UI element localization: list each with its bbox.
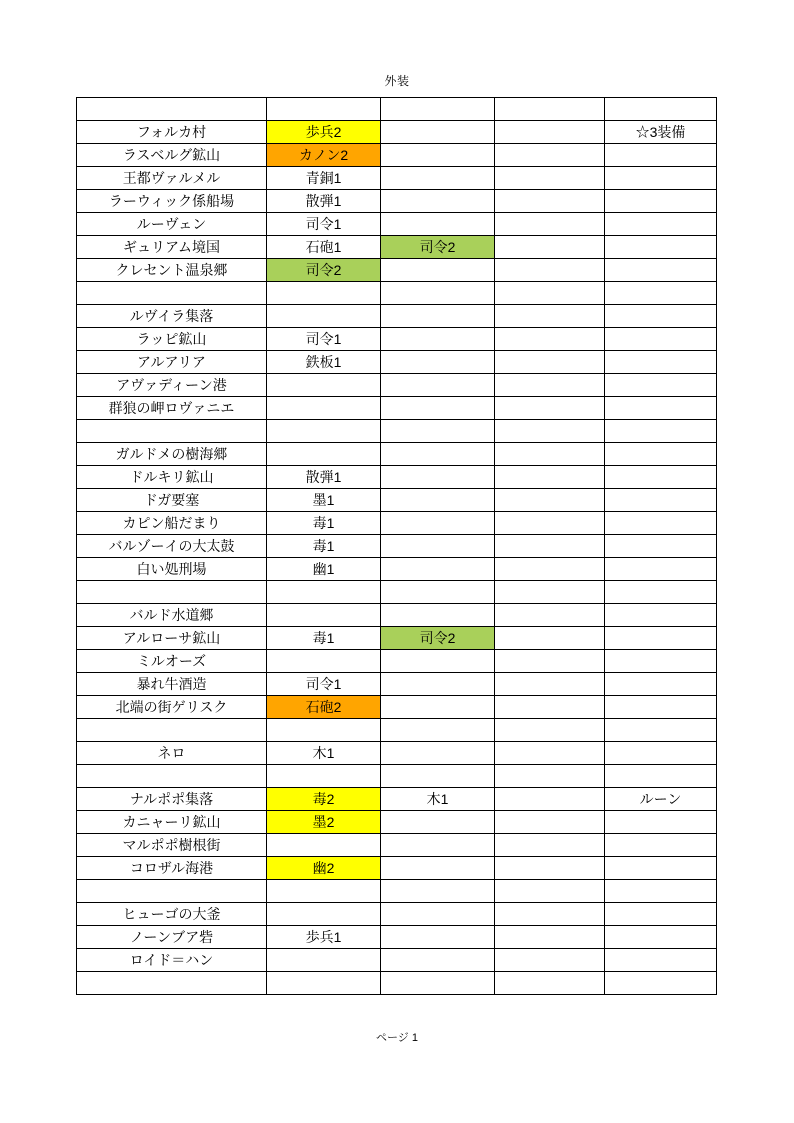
table-cell[interactable]: 司令1 bbox=[267, 328, 381, 351]
table-cell[interactable] bbox=[267, 972, 381, 995]
table-cell[interactable] bbox=[605, 949, 717, 972]
table-cell[interactable]: ラーウィック係船場 bbox=[77, 190, 267, 213]
table-cell[interactable]: 毒2 bbox=[267, 788, 381, 811]
table-cell[interactable]: 木1 bbox=[267, 742, 381, 765]
table-row bbox=[77, 673, 717, 696]
table-cell[interactable]: 石砲2 bbox=[267, 696, 381, 719]
table-cell[interactable] bbox=[381, 489, 495, 512]
table-cell[interactable]: ロイド＝ハン bbox=[77, 949, 267, 972]
table-cell[interactable] bbox=[495, 788, 605, 811]
table-cell[interactable] bbox=[381, 443, 495, 466]
table-row bbox=[77, 926, 717, 949]
table-cell[interactable] bbox=[605, 282, 717, 305]
table-cell[interactable]: ラスベルグ鉱山 bbox=[77, 144, 267, 167]
table-row bbox=[77, 811, 717, 834]
table-cell[interactable] bbox=[267, 581, 381, 604]
table-cell[interactable]: ルーン bbox=[605, 788, 717, 811]
table-row bbox=[77, 903, 717, 926]
table-cell[interactable] bbox=[267, 397, 381, 420]
table-cell[interactable] bbox=[381, 604, 495, 627]
table-cell[interactable]: 歩兵1 bbox=[267, 926, 381, 949]
table-row bbox=[77, 443, 717, 466]
table-cell[interactable]: 幽1 bbox=[267, 558, 381, 581]
table-cell[interactable] bbox=[605, 811, 717, 834]
table-cell[interactable] bbox=[381, 328, 495, 351]
table-row bbox=[77, 213, 717, 236]
table-cell[interactable] bbox=[495, 650, 605, 673]
table-row bbox=[77, 420, 717, 443]
table-cell[interactable] bbox=[381, 190, 495, 213]
table-row bbox=[77, 880, 717, 903]
table-cell[interactable] bbox=[495, 328, 605, 351]
table-cell[interactable] bbox=[381, 834, 495, 857]
table-cell[interactable] bbox=[495, 857, 605, 880]
table-cell[interactable] bbox=[605, 236, 717, 259]
table-cell[interactable]: ドルキリ鉱山 bbox=[77, 466, 267, 489]
table-row bbox=[77, 765, 717, 788]
table-row bbox=[77, 650, 717, 673]
table-cell[interactable]: ルーヴェン bbox=[77, 213, 267, 236]
table-cell[interactable] bbox=[267, 420, 381, 443]
table-cell[interactable] bbox=[495, 144, 605, 167]
table-cell[interactable] bbox=[381, 811, 495, 834]
table-cell[interactable]: 北端の街ゲリスク bbox=[77, 696, 267, 719]
table-cell[interactable] bbox=[605, 926, 717, 949]
table-cell[interactable] bbox=[381, 696, 495, 719]
table-cell[interactable] bbox=[495, 535, 605, 558]
table-cell[interactable] bbox=[381, 98, 495, 121]
table-cell[interactable]: 幽2 bbox=[267, 857, 381, 880]
table-cell[interactable] bbox=[381, 305, 495, 328]
table-cell[interactable]: アヴァディーン港 bbox=[77, 374, 267, 397]
table-cell[interactable]: ミルオーズ bbox=[77, 650, 267, 673]
table-cell[interactable] bbox=[605, 98, 717, 121]
table-cell[interactable] bbox=[495, 811, 605, 834]
table-cell[interactable] bbox=[495, 949, 605, 972]
table-cell[interactable]: 墨2 bbox=[267, 811, 381, 834]
table-cell[interactable] bbox=[495, 443, 605, 466]
table-cell[interactable] bbox=[605, 719, 717, 742]
table-cell[interactable] bbox=[495, 604, 605, 627]
table-cell[interactable] bbox=[605, 190, 717, 213]
table-cell[interactable] bbox=[605, 167, 717, 190]
table-cell[interactable] bbox=[605, 512, 717, 535]
table-cell[interactable] bbox=[495, 834, 605, 857]
table-cell[interactable] bbox=[495, 627, 605, 650]
table-cell[interactable] bbox=[495, 305, 605, 328]
table-cell[interactable] bbox=[495, 351, 605, 374]
table-row bbox=[77, 121, 717, 144]
table-row bbox=[77, 305, 717, 328]
table-cell[interactable] bbox=[605, 466, 717, 489]
table-cell[interactable] bbox=[267, 305, 381, 328]
table-cell[interactable] bbox=[495, 742, 605, 765]
table-row bbox=[77, 742, 717, 765]
table-cell[interactable] bbox=[77, 765, 267, 788]
table-cell[interactable]: クレセント温泉郷 bbox=[77, 259, 267, 282]
table-row bbox=[77, 788, 717, 811]
table-cell[interactable] bbox=[77, 98, 267, 121]
table-cell[interactable]: 司令2 bbox=[267, 259, 381, 282]
table-body bbox=[77, 98, 717, 995]
table-cell[interactable] bbox=[381, 282, 495, 305]
table-cell[interactable]: アルアリア bbox=[77, 351, 267, 374]
table-cell[interactable] bbox=[495, 259, 605, 282]
table-cell[interactable]: フォルカ村 bbox=[77, 121, 267, 144]
table-cell[interactable] bbox=[605, 328, 717, 351]
table-row bbox=[77, 282, 717, 305]
table-cell[interactable]: バルド水道郷 bbox=[77, 604, 267, 627]
table-cell[interactable]: 鉄板1 bbox=[267, 351, 381, 374]
table-cell[interactable] bbox=[381, 880, 495, 903]
table-row bbox=[77, 328, 717, 351]
table-cell[interactable] bbox=[605, 420, 717, 443]
table-cell[interactable]: 司令2 bbox=[381, 627, 495, 650]
table-cell[interactable] bbox=[381, 374, 495, 397]
table-row bbox=[77, 466, 717, 489]
table-cell[interactable] bbox=[267, 834, 381, 857]
table-cell[interactable] bbox=[605, 604, 717, 627]
table-cell[interactable] bbox=[495, 420, 605, 443]
table-cell[interactable] bbox=[381, 512, 495, 535]
table-cell[interactable] bbox=[605, 696, 717, 719]
table-cell[interactable] bbox=[605, 144, 717, 167]
table-row bbox=[77, 535, 717, 558]
table-cell[interactable]: 散弾1 bbox=[267, 190, 381, 213]
table-cell[interactable] bbox=[605, 305, 717, 328]
table-cell[interactable]: カピン船だまり bbox=[77, 512, 267, 535]
table-row bbox=[77, 144, 717, 167]
table-cell[interactable] bbox=[605, 650, 717, 673]
table-row bbox=[77, 512, 717, 535]
table-cell[interactable] bbox=[605, 351, 717, 374]
table-cell[interactable]: ラッピ鉱山 bbox=[77, 328, 267, 351]
table-cell[interactable] bbox=[605, 972, 717, 995]
table-cell[interactable] bbox=[605, 765, 717, 788]
table-row bbox=[77, 949, 717, 972]
table-cell[interactable] bbox=[381, 466, 495, 489]
table-cell[interactable]: カニャーリ鉱山 bbox=[77, 811, 267, 834]
table-cell[interactable] bbox=[605, 834, 717, 857]
table-cell[interactable] bbox=[605, 627, 717, 650]
table-cell[interactable] bbox=[267, 903, 381, 926]
table-cell[interactable]: カノン2 bbox=[267, 144, 381, 167]
table-cell[interactable] bbox=[267, 719, 381, 742]
table-cell[interactable]: 毒1 bbox=[267, 512, 381, 535]
table-cell[interactable] bbox=[495, 581, 605, 604]
table-row bbox=[77, 98, 717, 121]
table-cell[interactable] bbox=[495, 213, 605, 236]
table-cell[interactable] bbox=[605, 581, 717, 604]
table-cell[interactable]: 司令2 bbox=[381, 236, 495, 259]
table-cell[interactable]: 墨1 bbox=[267, 489, 381, 512]
table-cell[interactable] bbox=[77, 719, 267, 742]
table-row bbox=[77, 374, 717, 397]
page-title: 外装 bbox=[384, 74, 410, 88]
table-row bbox=[77, 719, 717, 742]
table-row bbox=[77, 236, 717, 259]
table-cell[interactable] bbox=[495, 190, 605, 213]
table-cell[interactable] bbox=[381, 397, 495, 420]
table-cell[interactable] bbox=[495, 167, 605, 190]
table-cell[interactable] bbox=[495, 466, 605, 489]
table-cell[interactable] bbox=[495, 282, 605, 305]
table-row bbox=[77, 834, 717, 857]
table-cell[interactable] bbox=[495, 903, 605, 926]
table-cell[interactable]: 石砲1 bbox=[267, 236, 381, 259]
table-cell[interactable] bbox=[495, 236, 605, 259]
table-cell[interactable] bbox=[605, 397, 717, 420]
spreadsheet-table bbox=[76, 97, 717, 995]
table-cell[interactable] bbox=[605, 880, 717, 903]
table-row bbox=[77, 397, 717, 420]
table-cell[interactable] bbox=[77, 972, 267, 995]
table-cell[interactable] bbox=[381, 259, 495, 282]
table-cell[interactable] bbox=[381, 742, 495, 765]
table-cell[interactable]: ヒューゴの大釜 bbox=[77, 903, 267, 926]
table-row bbox=[77, 972, 717, 995]
table-cell[interactable] bbox=[495, 512, 605, 535]
table-row bbox=[77, 259, 717, 282]
table-cell[interactable] bbox=[267, 765, 381, 788]
table-cell[interactable] bbox=[495, 972, 605, 995]
table-row bbox=[77, 167, 717, 190]
table-cell[interactable] bbox=[495, 926, 605, 949]
table-cell[interactable]: 毒1 bbox=[267, 535, 381, 558]
table-cell[interactable] bbox=[381, 719, 495, 742]
table-cell[interactable] bbox=[495, 558, 605, 581]
table-row bbox=[77, 581, 717, 604]
table-cell[interactable] bbox=[605, 742, 717, 765]
table-cell[interactable]: 王都ヴァルメル bbox=[77, 167, 267, 190]
table-cell[interactable] bbox=[605, 903, 717, 926]
table-cell[interactable] bbox=[267, 374, 381, 397]
table-cell[interactable]: アルローサ鉱山 bbox=[77, 627, 267, 650]
table-cell[interactable]: 散弾1 bbox=[267, 466, 381, 489]
table-cell[interactable]: 暴れ牛酒造 bbox=[77, 673, 267, 696]
table-cell[interactable] bbox=[495, 489, 605, 512]
table-cell[interactable] bbox=[381, 167, 495, 190]
table-cell[interactable] bbox=[605, 857, 717, 880]
table-cell[interactable] bbox=[381, 420, 495, 443]
table-cell[interactable]: 毒1 bbox=[267, 627, 381, 650]
table-cell[interactable] bbox=[605, 535, 717, 558]
table-row bbox=[77, 696, 717, 719]
table-cell[interactable] bbox=[381, 144, 495, 167]
table-cell[interactable] bbox=[267, 443, 381, 466]
table-cell[interactable]: マルポポ樹根街 bbox=[77, 834, 267, 857]
table-cell[interactable] bbox=[495, 121, 605, 144]
table-cell[interactable]: 白い処刑場 bbox=[77, 558, 267, 581]
table-cell[interactable]: 青銅1 bbox=[267, 167, 381, 190]
table-cell[interactable]: 司令1 bbox=[267, 673, 381, 696]
table-cell[interactable]: ネロ bbox=[77, 742, 267, 765]
table-row bbox=[77, 604, 717, 627]
table-cell[interactable] bbox=[381, 903, 495, 926]
table-cell[interactable]: ☆3装備 bbox=[605, 121, 717, 144]
table-cell[interactable] bbox=[381, 558, 495, 581]
table-cell[interactable] bbox=[495, 765, 605, 788]
table-cell[interactable] bbox=[381, 972, 495, 995]
table-cell[interactable] bbox=[495, 98, 605, 121]
table-cell[interactable] bbox=[495, 719, 605, 742]
table-cell[interactable]: ガルドメの樹海郷 bbox=[77, 443, 267, 466]
table-cell[interactable] bbox=[381, 650, 495, 673]
table-cell[interactable] bbox=[381, 121, 495, 144]
table-row bbox=[77, 558, 717, 581]
table-cell[interactable]: バルゾーイの大太鼓 bbox=[77, 535, 267, 558]
table-cell[interactable] bbox=[381, 351, 495, 374]
table-cell[interactable] bbox=[267, 282, 381, 305]
table-row bbox=[77, 190, 717, 213]
table-cell[interactable] bbox=[495, 374, 605, 397]
table-cell[interactable] bbox=[381, 926, 495, 949]
table-cell[interactable]: ギュリアム境国 bbox=[77, 236, 267, 259]
table-row bbox=[77, 627, 717, 650]
table-cell[interactable] bbox=[605, 443, 717, 466]
table-cell[interactable] bbox=[605, 489, 717, 512]
table-cell[interactable] bbox=[381, 213, 495, 236]
table-row bbox=[77, 489, 717, 512]
table-cell[interactable] bbox=[495, 696, 605, 719]
table-cell[interactable] bbox=[77, 581, 267, 604]
table-cell[interactable] bbox=[381, 581, 495, 604]
table-cell[interactable] bbox=[267, 949, 381, 972]
table-cell[interactable]: 司令1 bbox=[267, 213, 381, 236]
table-cell[interactable] bbox=[381, 535, 495, 558]
table-cell[interactable] bbox=[495, 397, 605, 420]
table-cell[interactable]: ノーンブア砦 bbox=[77, 926, 267, 949]
table-cell[interactable] bbox=[381, 673, 495, 696]
table-cell[interactable] bbox=[267, 880, 381, 903]
table-cell[interactable] bbox=[605, 213, 717, 236]
table-cell[interactable]: ドガ要塞 bbox=[77, 489, 267, 512]
table-cell[interactable] bbox=[381, 949, 495, 972]
table-cell[interactable] bbox=[267, 604, 381, 627]
table-row bbox=[77, 857, 717, 880]
table-cell[interactable]: 木1 bbox=[381, 788, 495, 811]
table-cell[interactable]: ナルポポ集落 bbox=[77, 788, 267, 811]
table-row bbox=[77, 351, 717, 374]
table-cell[interactable] bbox=[267, 98, 381, 121]
table-cell[interactable] bbox=[77, 420, 267, 443]
table-cell[interactable] bbox=[381, 857, 495, 880]
table-cell[interactable] bbox=[77, 880, 267, 903]
table-cell[interactable] bbox=[381, 765, 495, 788]
table-cell[interactable] bbox=[495, 880, 605, 903]
table-cell[interactable] bbox=[605, 259, 717, 282]
table-cell[interactable] bbox=[605, 673, 717, 696]
table-cell[interactable] bbox=[77, 282, 267, 305]
table-cell[interactable]: コロザル海港 bbox=[77, 857, 267, 880]
page-footer: ページ 1 bbox=[376, 1032, 418, 1044]
table-cell[interactable] bbox=[267, 650, 381, 673]
table-cell[interactable]: 歩兵2 bbox=[267, 121, 381, 144]
table-cell[interactable] bbox=[495, 673, 605, 696]
table-cell[interactable] bbox=[605, 558, 717, 581]
table-cell[interactable]: 群狼の岬ロヴァニエ bbox=[77, 397, 267, 420]
table-cell[interactable] bbox=[605, 374, 717, 397]
table-cell[interactable]: ルヴイラ集落 bbox=[77, 305, 267, 328]
